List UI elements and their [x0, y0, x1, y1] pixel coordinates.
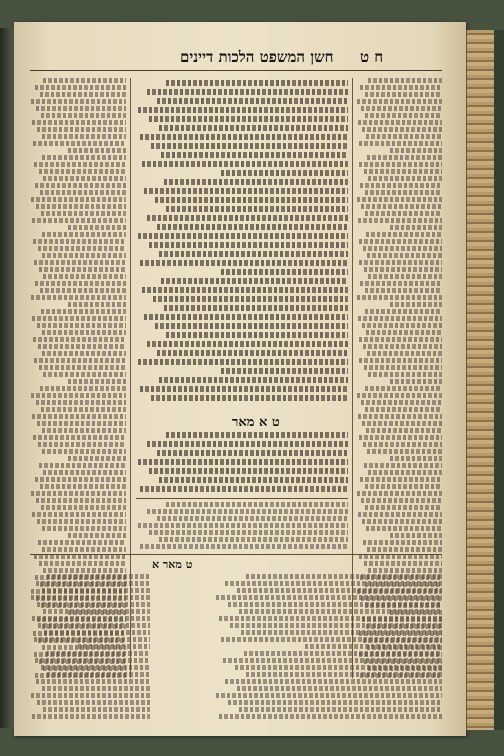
text-line [37, 323, 126, 328]
text-line [68, 148, 126, 153]
text-line [161, 278, 348, 284]
text-line [363, 246, 442, 251]
text-line [33, 435, 126, 440]
text-line [32, 616, 150, 621]
scan-margin [494, 30, 504, 730]
text-line [42, 134, 126, 139]
text-line [138, 107, 348, 113]
text-line [366, 428, 442, 433]
text-line [38, 623, 150, 628]
text-line [368, 78, 442, 83]
text-line [138, 459, 348, 465]
text-line [365, 211, 442, 216]
text-line [144, 188, 348, 194]
text-line [305, 644, 442, 649]
text-line [47, 672, 150, 677]
text-line [31, 595, 150, 600]
text-line [38, 246, 126, 251]
text-line [31, 393, 126, 398]
text-line [147, 509, 348, 514]
text-line [166, 206, 348, 212]
text-line [364, 365, 442, 370]
text-line [228, 700, 442, 705]
text-line [364, 169, 442, 174]
text-line [34, 162, 126, 167]
text-line [159, 477, 348, 483]
text-line [44, 630, 150, 635]
text-line [42, 526, 126, 531]
text-line [42, 547, 126, 552]
text-line [149, 468, 348, 474]
text-line [40, 386, 126, 391]
text-line [362, 127, 442, 132]
text-line [68, 379, 126, 384]
text-line [219, 714, 442, 719]
text-line [159, 537, 348, 542]
running-head [30, 48, 440, 70]
text-line [246, 672, 442, 677]
text-line [34, 637, 150, 642]
text-line [164, 305, 348, 311]
text-line [43, 470, 126, 475]
text-line [37, 602, 150, 607]
text-line [42, 588, 150, 593]
text-line [361, 204, 442, 209]
text-line [367, 547, 442, 552]
text-line [31, 693, 150, 698]
text-line [361, 498, 442, 503]
text-line [159, 377, 348, 383]
text-line [43, 372, 126, 377]
text-line [164, 179, 348, 185]
text-line [40, 190, 126, 195]
text-line [140, 386, 348, 392]
text-line [365, 386, 442, 391]
text-line [140, 486, 348, 492]
text-line [237, 686, 442, 691]
text-line [225, 581, 442, 586]
text-line [32, 512, 126, 517]
text-line [46, 651, 150, 656]
text-line [358, 120, 442, 125]
text-line [216, 693, 442, 698]
text-line [359, 239, 442, 244]
text-line [361, 400, 442, 405]
text-line [43, 609, 150, 614]
text-line [37, 127, 126, 132]
text-line [138, 523, 348, 528]
text-line [68, 533, 126, 538]
text-line [38, 442, 126, 447]
text-line [365, 92, 442, 97]
text-line [35, 477, 126, 482]
text-line [39, 267, 126, 272]
text-line [365, 505, 442, 510]
text-line [235, 665, 442, 670]
text-line [364, 561, 442, 566]
text-line [361, 106, 442, 111]
text-line [367, 155, 442, 160]
text-line [140, 260, 348, 266]
text-line [43, 274, 126, 279]
text-line [38, 540, 126, 545]
text-line [366, 134, 442, 139]
text-line [32, 714, 150, 719]
text-line [43, 176, 126, 181]
header-rule [30, 70, 442, 71]
text-line [41, 505, 126, 510]
text-line [32, 316, 126, 321]
text-line [239, 707, 442, 712]
text-line [138, 359, 348, 365]
text-line [166, 502, 348, 507]
text-line [359, 337, 442, 342]
text-line [37, 421, 126, 426]
text-line [35, 658, 150, 663]
text-line [365, 113, 442, 118]
text-line [225, 679, 442, 684]
text-line [365, 309, 442, 314]
text-line [35, 183, 126, 188]
text-line [144, 314, 348, 320]
text-line [42, 449, 126, 454]
text-line [357, 99, 442, 104]
text-line [41, 665, 150, 670]
text-line [42, 155, 126, 160]
text-line [39, 365, 126, 370]
text-line [36, 581, 150, 586]
text-line [390, 148, 442, 153]
text-line [149, 242, 348, 248]
text-line [246, 574, 442, 579]
text-line [221, 637, 442, 642]
text-line [166, 432, 348, 438]
text-line [390, 225, 442, 230]
text-line [40, 484, 126, 489]
text-line [358, 512, 442, 517]
text-line [362, 421, 442, 426]
text-line [358, 218, 442, 223]
text-line [34, 260, 126, 265]
text-line [31, 99, 126, 104]
text-line [33, 141, 126, 146]
text-line [42, 428, 126, 433]
text-line [157, 516, 348, 521]
text-line [147, 341, 348, 347]
text-line [36, 204, 126, 209]
text-line [366, 232, 442, 237]
text-line [43, 568, 126, 573]
text-line [39, 463, 126, 468]
lower-commentary-right [214, 574, 442, 724]
text-line [359, 260, 442, 265]
lower-divider [136, 498, 348, 499]
text-line [68, 456, 126, 461]
text-line [159, 125, 348, 131]
text-line [223, 658, 442, 663]
text-line [364, 267, 442, 272]
text-line [32, 218, 126, 223]
text-line [221, 269, 348, 275]
text-line [159, 251, 348, 257]
text-line [363, 344, 442, 349]
text-line [216, 595, 442, 600]
text-line [32, 120, 126, 125]
text-line [147, 89, 348, 95]
text-line [365, 288, 442, 293]
page-edges [466, 30, 495, 730]
text-line [36, 679, 150, 684]
text-line [365, 190, 442, 195]
text-line [244, 651, 442, 656]
text-line [140, 544, 348, 549]
text-line [37, 700, 150, 705]
text-line [219, 616, 442, 621]
text-line [364, 463, 442, 468]
text-line [43, 78, 126, 83]
text-line [43, 707, 150, 712]
text-line [390, 302, 442, 307]
text-line [142, 287, 348, 293]
text-line [34, 358, 126, 363]
text-line [41, 113, 126, 118]
text-line [36, 400, 126, 405]
text-line [221, 368, 348, 374]
text-line [35, 281, 126, 286]
lower-divider [30, 554, 442, 555]
text-line [359, 358, 442, 363]
text-line [360, 477, 442, 482]
text-line [37, 519, 126, 524]
text-line [31, 197, 126, 202]
text-line [151, 143, 348, 149]
text-line [40, 92, 126, 97]
text-line [42, 253, 126, 258]
text-line [357, 491, 442, 496]
lower-commentary-upper [136, 502, 348, 550]
text-line [42, 232, 126, 237]
text-line [359, 162, 442, 167]
text-line [33, 239, 126, 244]
text-line [47, 574, 150, 579]
text-line [362, 323, 442, 328]
text-line [42, 330, 126, 335]
text-line [358, 316, 442, 321]
text-line [357, 295, 442, 300]
text-line [155, 197, 348, 203]
text-line [31, 491, 126, 496]
text-line [36, 106, 126, 111]
text-line [368, 372, 442, 377]
folio-number: ח ט [360, 48, 384, 66]
text-line [161, 152, 348, 158]
text-line [36, 498, 126, 503]
text-line [157, 98, 348, 104]
text-line [365, 484, 442, 489]
text-line [149, 116, 348, 122]
text-line [147, 441, 348, 447]
text-line [42, 351, 126, 356]
text-line [166, 80, 348, 86]
text-line [32, 414, 126, 419]
text-line [140, 134, 348, 140]
text-line [221, 170, 348, 176]
text-line [157, 450, 348, 456]
text-line [230, 623, 442, 628]
text-line [368, 470, 442, 475]
section-mark: ט א מאר [232, 415, 280, 430]
text-line [157, 350, 348, 356]
text-line [366, 330, 442, 335]
text-line [42, 686, 150, 691]
text-line [367, 253, 442, 258]
text-line [367, 449, 442, 454]
text-line [359, 141, 442, 146]
text-line [241, 630, 442, 635]
text-line [390, 533, 442, 538]
text-line [368, 176, 442, 181]
text-line [390, 456, 442, 461]
lower-commentary-left [30, 574, 150, 724]
text-line [35, 85, 126, 90]
main-text-column [136, 80, 348, 408]
text-line [41, 407, 126, 412]
text-line [368, 568, 442, 573]
text-line [41, 309, 126, 314]
text-line [38, 344, 126, 349]
running-title: חשן המשפט הלכות דיינים [180, 48, 334, 66]
section-mark: ט מאר א [152, 558, 193, 571]
text-line [68, 302, 126, 307]
text-line [367, 351, 442, 356]
text-line [39, 561, 126, 566]
text-line [78, 644, 150, 649]
text-line [357, 393, 442, 398]
text-line [357, 197, 442, 202]
text-line [362, 519, 442, 524]
main-text-continuation [136, 432, 348, 494]
text-line [39, 169, 126, 174]
text-line [365, 407, 442, 412]
text-line [157, 224, 348, 230]
text-line [68, 225, 126, 230]
text-line [166, 332, 348, 338]
text-line [237, 588, 442, 593]
text-line [40, 288, 126, 293]
text-line [360, 183, 442, 188]
text-line [363, 442, 442, 447]
book-binding [0, 28, 14, 728]
text-line [358, 414, 442, 419]
text-line [31, 295, 126, 300]
text-line [147, 215, 348, 221]
text-line [359, 435, 442, 440]
text-line [228, 602, 442, 607]
text-line [149, 530, 348, 535]
text-line [366, 526, 442, 531]
text-line [239, 609, 442, 614]
text-line [151, 395, 348, 401]
text-line [360, 281, 442, 286]
text-line [363, 540, 442, 545]
text-line [360, 85, 442, 90]
text-line [368, 274, 442, 279]
text-line [390, 379, 442, 384]
text-line [142, 161, 348, 167]
text-line [155, 323, 348, 329]
text-line [153, 296, 348, 302]
text-line [41, 211, 126, 216]
text-line [138, 233, 348, 239]
text-line [33, 337, 126, 342]
